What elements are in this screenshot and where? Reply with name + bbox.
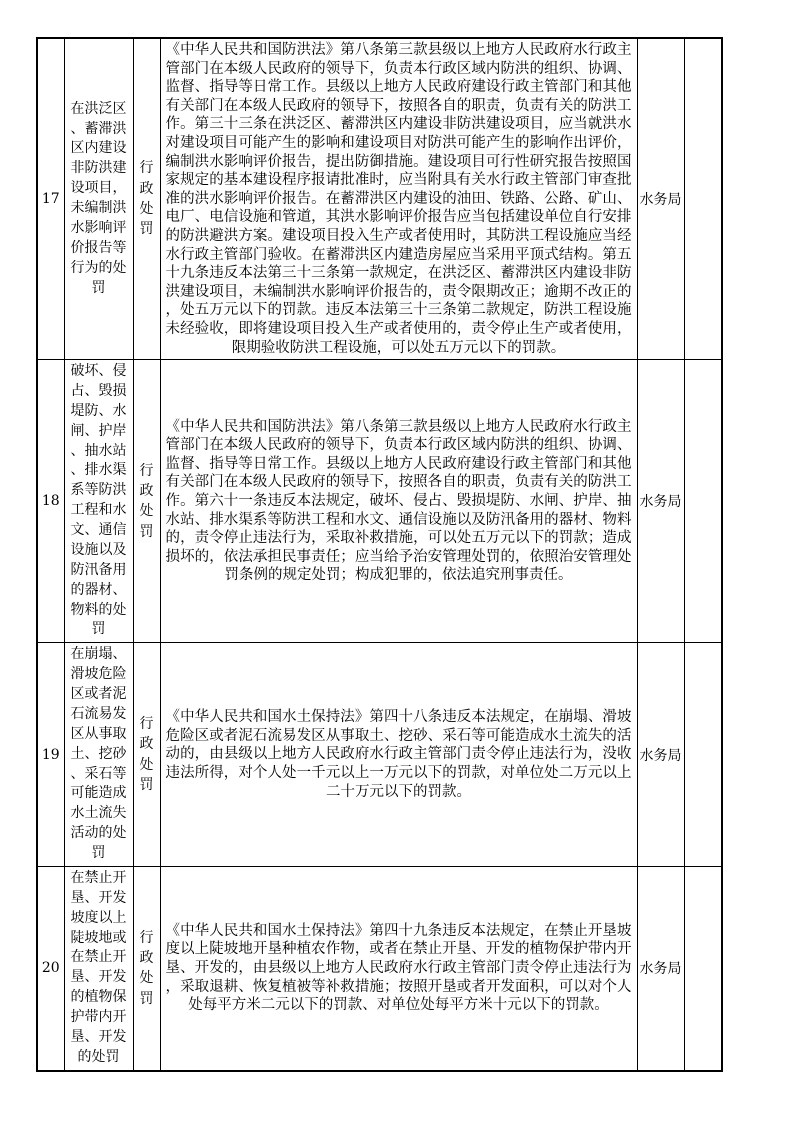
- penalty-matter-cell: 破坏、侵占、毁损堤防、水闸、护岸、抽水站、排水渠系等防洪工程和水文、通信设施以及防汛备用的器材、物料的处罚: [64, 360, 133, 643]
- remark-cell: [684, 360, 722, 643]
- row-number-cell: 20: [37, 866, 64, 1070]
- table-row: [37, 360, 722, 643]
- legal-basis-cell: 《中华人民共和国防洪法》第八条第三款县级以上地方人民政府水行政主管部门在本级人民政府的领导下，负责本行政区域内防洪的组织、协调、监督、指导等日常工作。县级以上地方人民政府建设行政主管部门和其他有关部门在本级人民政府的领导下，按照各自的职责，负责有关的防洪工作。第六十一条违反本法规定，破坏、侵占、毁损堤防、水闸、护岸、抽水站、排水渠系等防洪工程和水文、通信设施以及防汛备用的器材、物料的，责令停止违法行为，采取补救措施，可以处五万元以下的罚款；造成损坏的，依法承担民事责任；应当给予治安管理处罚的，依照治安管理处罚条例的规定处罚；构成犯罪的，依法追究刑事责任。: [160, 360, 637, 643]
- table-row: [37, 866, 722, 1070]
- remark-cell: [684, 38, 722, 360]
- legal-basis-cell: 《中华人民共和国水土保持法》第四十九条违反本法规定，在禁止开垦坡度以上陡坡地开垦种植农作物，或者在禁止开垦、开发的植物保护带内开垦、开发的，由县级以上地方人民政府水行政主管部门责令停止违法行为，采取退耕、恢复植被等补救措施；按照开垦或者开发面积，可以对个人处每平方米二元以下的罚款、对单位处每平方米十元以下的罚款。: [160, 866, 637, 1070]
- penalty-type-cell: 行政处罚: [133, 38, 160, 360]
- legal-basis-cell: 《中华人民共和国水土保持法》第四十八条违反本法规定，在崩塌、滑坡危险区或者泥石流易发区从事取土、挖砂、采石等可能造成水土流失的活动的，由县级以上地方人民政府水行政主管部门责令停止违法行为，没收违法所得，对个人处一千元以上一万元以下的罚款，对单位处二万元以上二十万元以下的罚款。: [160, 643, 637, 867]
- penalty-type-cell: 行政处罚: [133, 360, 160, 643]
- penalty-type-cell: 行政处罚: [133, 643, 160, 867]
- department-cell: 水务局: [637, 360, 684, 643]
- department-cell: 水务局: [637, 866, 684, 1070]
- penalty-matter-cell: 在禁止开垦、开发坡度以上陡坡地或在禁止开垦、开发的植物保护带内开垦、开发的处罚: [64, 866, 133, 1070]
- remark-cell: [684, 866, 722, 1070]
- row-number-cell: 17: [37, 38, 64, 360]
- penalty-matter-cell: 在崩塌、滑坡危险区或者泥石流易发区从事取土、挖砂、采石等可能造成水土流失活动的处罚: [64, 643, 133, 867]
- table-row: [37, 38, 722, 360]
- department-cell: 水务局: [637, 38, 684, 360]
- penalty-items-table: [36, 37, 723, 1072]
- remark-cell: [684, 643, 722, 867]
- penalty-matter-cell: 在洪泛区、蓄滞洪区内建设非防洪建设项目，未编制洪水影响评价报告等行为的处罚: [64, 38, 133, 360]
- legal-basis-cell: 《中华人民共和国防洪法》第八条第三款县级以上地方人民政府水行政主管部门在本级人民政府的领导下，负责本行政区域内防洪的组织、协调、监督、指导等日常工作。县级以上地方人民政府建设行政主管部门和其他有关部门在本级人民政府的领导下，按照各自的职责，负责有关的防洪工作。第三十三条在洪泛区、蓄滞洪区内建设非防洪建设项目，应当就洪水对建设项目可能产生的影响和建设项目对防洪可能产生的影响作出评价，编制洪水影响评价报告，提出防御措施。建设项目可行性研究报告按照国家规定的基本建设程序报请批准时，应当附具有关水行政主管部门审查批准的洪水影响评价报告。在蓄滞洪区内建设的油田、铁路、公路、矿山、电厂、电信设施和管道，其洪水影响评价报告应当包括建设单位自行安排的防洪避洪方案。建设项目投入生产或者使用时，其防洪工程设施应当经水行政主管部门验收。在蓄滞洪区内建造房屋应当采用平顶式结构。第五十九条违反本法第三十三条第一款规定，在洪泛区、蓄滞洪区内建设非防洪建设项目，未编制洪水影响评价报告的，责令限期改正；逾期不改正的，处五万元以下的罚款。违反本法第三十三条第二款规定，防洪工程设施未经验收，即将建设项目投入生产或者使用的，责令停止生产或者使用，限期验收防洪工程设施，可以处五万元以下的罚款。: [160, 38, 637, 360]
- row-number-cell: 19: [37, 643, 64, 867]
- table-row: [37, 643, 722, 867]
- row-number-cell: 18: [37, 360, 64, 643]
- penalty-type-cell: 行政处罚: [133, 866, 160, 1070]
- department-cell: 水务局: [637, 643, 684, 867]
